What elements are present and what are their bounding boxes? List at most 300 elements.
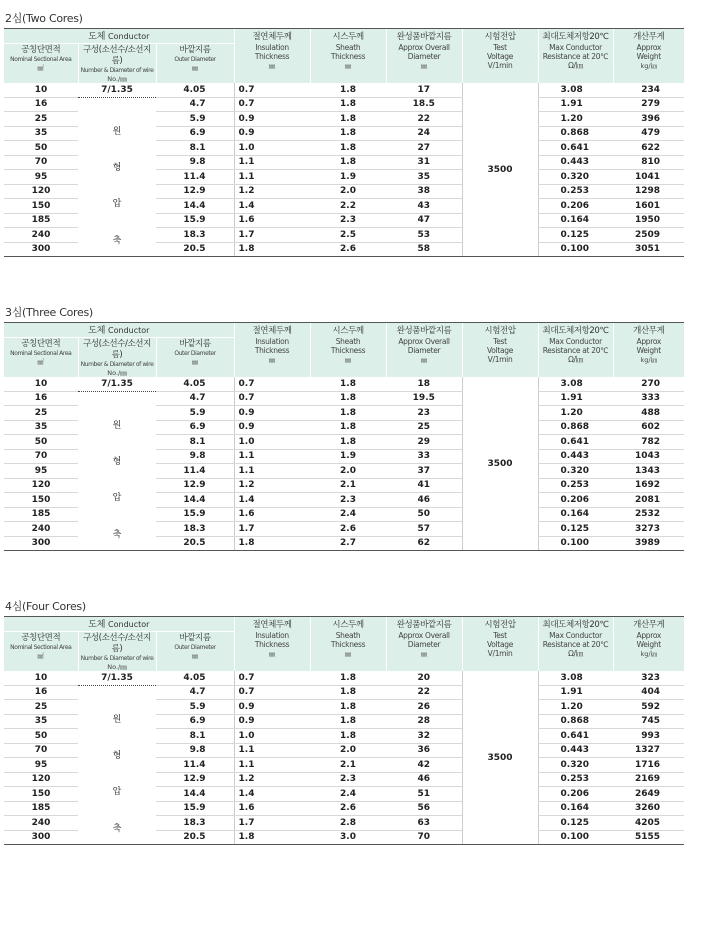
sheath-cell: 1.9 bbox=[310, 449, 386, 464]
overall-diameter-cell: 42 bbox=[386, 758, 462, 773]
insulation-header: 절연체두께 Insulation Thickness ㎜ bbox=[234, 323, 310, 378]
outer-diameter-cell: 11.4 bbox=[156, 464, 234, 479]
outer-diameter-cell: 4.7 bbox=[156, 97, 234, 112]
weight-cell: 745 bbox=[613, 714, 684, 729]
insulation-cell: 0.9 bbox=[234, 714, 310, 729]
outer-diameter-cell: 12.9 bbox=[156, 772, 234, 787]
weight-cell: 1716 bbox=[613, 758, 684, 773]
outer-diameter-cell: 4.7 bbox=[156, 391, 234, 406]
area-cell: 300 bbox=[4, 536, 78, 551]
area-header: 공칭단면적 Nominal Sectional Area ㎟ bbox=[4, 338, 78, 378]
insulation-cell: 0.7 bbox=[234, 671, 310, 685]
sheath-cell: 2.6 bbox=[310, 801, 386, 816]
shape-char: 원 bbox=[112, 126, 122, 137]
resistance-cell: 0.641 bbox=[538, 141, 613, 156]
outer-diameter-cell: 8.1 bbox=[156, 435, 234, 450]
overall-diameter-cell: 33 bbox=[386, 449, 462, 464]
sheath-cell: 2.0 bbox=[310, 464, 386, 479]
area-cell: 25 bbox=[4, 406, 78, 421]
resistance-cell: 1.91 bbox=[538, 391, 613, 406]
overall-diameter-cell: 23 bbox=[386, 406, 462, 421]
area-cell: 50 bbox=[4, 729, 78, 744]
strand-cell: 7/1.35 bbox=[78, 83, 156, 97]
area-cell: 95 bbox=[4, 464, 78, 479]
resistance-cell: 0.125 bbox=[538, 816, 613, 831]
resistance-header: 최대도체저항20℃ Max Conductor Resistance at 20℃ Ω/㎞ bbox=[538, 617, 613, 672]
outer-diameter-header: 바깥지름 Outer Diameter ㎜ bbox=[156, 632, 234, 672]
overall-diameter-cell: 17 bbox=[386, 83, 462, 97]
outer-diameter-cell: 12.9 bbox=[156, 478, 234, 493]
insulation-cell: 0.7 bbox=[234, 83, 310, 97]
overall-diameter-cell: 50 bbox=[386, 507, 462, 522]
insulation-cell: 1.7 bbox=[234, 228, 310, 243]
weight-cell: 5155 bbox=[613, 830, 684, 845]
insulation-cell: 1.2 bbox=[234, 184, 310, 199]
insulation-cell: 1.1 bbox=[234, 170, 310, 185]
sheath-header: 시스두께 Sheath Thickness ㎜ bbox=[310, 29, 386, 84]
area-cell: 95 bbox=[4, 758, 78, 773]
shape-char: 형 bbox=[112, 163, 122, 174]
outer-diameter-cell: 20.5 bbox=[156, 536, 234, 551]
insulation-cell: 1.1 bbox=[234, 758, 310, 773]
outer-diameter-cell: 6.9 bbox=[156, 714, 234, 729]
area-cell: 150 bbox=[4, 199, 78, 214]
weight-cell: 782 bbox=[613, 435, 684, 450]
weight-cell: 3273 bbox=[613, 522, 684, 537]
area-cell: 16 bbox=[4, 685, 78, 700]
outer-diameter-cell: 18.3 bbox=[156, 228, 234, 243]
sheath-header: 시스두께 Sheath Thickness ㎜ bbox=[310, 323, 386, 378]
outer-diameter-cell: 5.9 bbox=[156, 406, 234, 421]
insulation-cell: 0.9 bbox=[234, 126, 310, 141]
resistance-cell: 0.253 bbox=[538, 478, 613, 493]
sheath-cell: 2.1 bbox=[310, 478, 386, 493]
weight-cell: 479 bbox=[613, 126, 684, 141]
weight-cell: 810 bbox=[613, 155, 684, 170]
sheath-cell: 1.8 bbox=[310, 420, 386, 435]
outer-diameter-cell: 4.05 bbox=[156, 671, 234, 685]
outer-diameter-cell: 20.5 bbox=[156, 830, 234, 845]
insulation-cell: 0.9 bbox=[234, 420, 310, 435]
area-cell: 300 bbox=[4, 830, 78, 845]
shape-label-cell bbox=[78, 97, 156, 257]
area-cell: 120 bbox=[4, 772, 78, 787]
test-voltage-cell: 3500 bbox=[462, 83, 538, 257]
conductor-group-header: 도체 Conductor bbox=[4, 617, 234, 632]
resistance-cell: 0.164 bbox=[538, 213, 613, 228]
insulation-cell: 0.9 bbox=[234, 406, 310, 421]
outer-diameter-cell: 15.9 bbox=[156, 801, 234, 816]
resistance-cell: 1.20 bbox=[538, 700, 613, 715]
sheath-cell: 2.4 bbox=[310, 507, 386, 522]
insulation-cell: 1.8 bbox=[234, 830, 310, 845]
outer-diameter-cell: 14.4 bbox=[156, 199, 234, 214]
weight-cell: 2509 bbox=[613, 228, 684, 243]
spec-table bbox=[4, 616, 684, 845]
resistance-cell: 0.100 bbox=[538, 242, 613, 257]
overall-diameter-cell: 25 bbox=[386, 420, 462, 435]
sheath-cell: 1.8 bbox=[310, 391, 386, 406]
sheath-cell: 2.6 bbox=[310, 522, 386, 537]
weight-cell: 4205 bbox=[613, 816, 684, 831]
resistance-cell: 0.100 bbox=[538, 830, 613, 845]
insulation-cell: 1.0 bbox=[234, 141, 310, 156]
shape-label-cell bbox=[78, 391, 156, 551]
overall-diameter-cell: 35 bbox=[386, 170, 462, 185]
insulation-cell: 1.2 bbox=[234, 772, 310, 787]
weight-header: 개산무게 Approx Weight kg/㎞ bbox=[613, 29, 684, 84]
resistance-cell: 0.443 bbox=[538, 449, 613, 464]
resistance-cell: 3.08 bbox=[538, 83, 613, 97]
strand-cell: 7/1.35 bbox=[78, 671, 156, 685]
insulation-cell: 0.9 bbox=[234, 112, 310, 127]
outer-diameter-cell: 14.4 bbox=[156, 493, 234, 508]
area-header: 공칭단면적 Nominal Sectional Area ㎟ bbox=[4, 44, 78, 84]
table-row bbox=[4, 83, 684, 97]
overall-diameter-cell: 18 bbox=[386, 377, 462, 391]
outer-diameter-cell: 18.3 bbox=[156, 816, 234, 831]
overall-diameter-cell: 37 bbox=[386, 464, 462, 479]
overall-diameter-cell: 41 bbox=[386, 478, 462, 493]
test-voltage-header: 시험전압 Test Voltage V/1min bbox=[462, 323, 538, 378]
spec-table bbox=[4, 322, 684, 551]
overall-diameter-cell: 63 bbox=[386, 816, 462, 831]
resistance-cell: 0.443 bbox=[538, 743, 613, 758]
sheath-cell: 1.8 bbox=[310, 141, 386, 156]
area-cell: 70 bbox=[4, 449, 78, 464]
shape-char: 압 bbox=[112, 493, 122, 504]
outer-diameter-cell: 4.05 bbox=[156, 83, 234, 97]
sheath-cell: 1.8 bbox=[310, 112, 386, 127]
insulation-cell: 1.2 bbox=[234, 478, 310, 493]
insulation-cell: 1.8 bbox=[234, 536, 310, 551]
overall-diameter-cell: 32 bbox=[386, 729, 462, 744]
insulation-cell: 1.6 bbox=[234, 507, 310, 522]
weight-cell: 2169 bbox=[613, 772, 684, 787]
area-cell: 70 bbox=[4, 155, 78, 170]
weight-cell: 622 bbox=[613, 141, 684, 156]
resistance-cell: 0.868 bbox=[538, 126, 613, 141]
insulation-cell: 1.1 bbox=[234, 155, 310, 170]
section-title: 4심(Four Cores) bbox=[5, 600, 86, 613]
resistance-header: 최대도체저항20℃ Max Conductor Resistance at 20℃ Ω/㎞ bbox=[538, 29, 613, 84]
resistance-cell: 0.443 bbox=[538, 155, 613, 170]
resistance-cell: 0.868 bbox=[538, 714, 613, 729]
resistance-cell: 3.08 bbox=[538, 671, 613, 685]
resistance-cell: 0.320 bbox=[538, 464, 613, 479]
insulation-cell: 1.1 bbox=[234, 449, 310, 464]
overall-diameter-cell: 47 bbox=[386, 213, 462, 228]
overall-diameter-header: 완성품바깥지름 Approx Overall Diameter ㎜ bbox=[386, 29, 462, 84]
overall-diameter-cell: 57 bbox=[386, 522, 462, 537]
weight-cell: 3260 bbox=[613, 801, 684, 816]
area-cell: 300 bbox=[4, 242, 78, 257]
outer-diameter-cell: 6.9 bbox=[156, 126, 234, 141]
resistance-cell: 0.320 bbox=[538, 758, 613, 773]
insulation-cell: 1.7 bbox=[234, 816, 310, 831]
insulation-cell: 0.9 bbox=[234, 700, 310, 715]
conductor-group-header: 도체 Conductor bbox=[4, 323, 234, 338]
area-cell: 25 bbox=[4, 700, 78, 715]
strands-header: 구성(소선수/소선지름) Number & Diameter of wire No./㎜ bbox=[78, 338, 156, 378]
area-cell: 240 bbox=[4, 816, 78, 831]
weight-cell: 279 bbox=[613, 97, 684, 112]
overall-diameter-cell: 58 bbox=[386, 242, 462, 257]
area-cell: 16 bbox=[4, 97, 78, 112]
insulation-cell: 1.0 bbox=[234, 435, 310, 450]
resistance-cell: 0.100 bbox=[538, 536, 613, 551]
area-cell: 35 bbox=[4, 714, 78, 729]
sheath-header: 시스두께 Sheath Thickness ㎜ bbox=[310, 617, 386, 672]
table-row bbox=[4, 391, 684, 406]
outer-diameter-cell: 9.8 bbox=[156, 743, 234, 758]
area-cell: 240 bbox=[4, 228, 78, 243]
weight-header: 개산무게 Approx Weight kg/㎞ bbox=[613, 617, 684, 672]
table-row bbox=[4, 671, 684, 685]
area-header: 공칭단면적 Nominal Sectional Area ㎟ bbox=[4, 632, 78, 672]
sheath-cell: 1.8 bbox=[310, 126, 386, 141]
area-cell: 185 bbox=[4, 507, 78, 522]
insulation-cell: 1.4 bbox=[234, 493, 310, 508]
resistance-cell: 3.08 bbox=[538, 377, 613, 391]
section-title: 2심(Two Cores) bbox=[5, 12, 83, 25]
sheath-cell: 1.8 bbox=[310, 83, 386, 97]
weight-cell: 1343 bbox=[613, 464, 684, 479]
resistance-cell: 0.868 bbox=[538, 420, 613, 435]
area-cell: 10 bbox=[4, 377, 78, 391]
table-row bbox=[4, 685, 684, 700]
test-voltage-cell: 3500 bbox=[462, 671, 538, 845]
outer-diameter-cell: 4.7 bbox=[156, 685, 234, 700]
sheath-cell: 2.0 bbox=[310, 743, 386, 758]
overall-diameter-cell: 28 bbox=[386, 714, 462, 729]
weight-header: 개산무게 Approx Weight kg/㎞ bbox=[613, 323, 684, 378]
weight-cell: 1298 bbox=[613, 184, 684, 199]
area-cell: 10 bbox=[4, 671, 78, 685]
area-cell: 185 bbox=[4, 801, 78, 816]
outer-diameter-cell: 15.9 bbox=[156, 507, 234, 522]
weight-cell: 602 bbox=[613, 420, 684, 435]
weight-cell: 3051 bbox=[613, 242, 684, 257]
overall-diameter-cell: 31 bbox=[386, 155, 462, 170]
sheath-cell: 2.3 bbox=[310, 213, 386, 228]
weight-cell: 1041 bbox=[613, 170, 684, 185]
overall-diameter-cell: 29 bbox=[386, 435, 462, 450]
insulation-cell: 1.1 bbox=[234, 464, 310, 479]
area-cell: 120 bbox=[4, 478, 78, 493]
sheath-cell: 2.6 bbox=[310, 242, 386, 257]
resistance-cell: 0.641 bbox=[538, 435, 613, 450]
area-cell: 35 bbox=[4, 420, 78, 435]
area-cell: 150 bbox=[4, 493, 78, 508]
weight-cell: 2532 bbox=[613, 507, 684, 522]
outer-diameter-cell: 20.5 bbox=[156, 242, 234, 257]
overall-diameter-header: 완성품바깥지름 Approx Overall Diameter ㎜ bbox=[386, 617, 462, 672]
sheath-cell: 1.9 bbox=[310, 170, 386, 185]
resistance-cell: 0.253 bbox=[538, 772, 613, 787]
section-title: 3심(Three Cores) bbox=[5, 306, 93, 319]
outer-diameter-cell: 11.4 bbox=[156, 758, 234, 773]
overall-diameter-header: 완성품바깥지름 Approx Overall Diameter ㎜ bbox=[386, 323, 462, 378]
outer-diameter-cell: 6.9 bbox=[156, 420, 234, 435]
resistance-cell: 0.253 bbox=[538, 184, 613, 199]
sheath-cell: 2.3 bbox=[310, 772, 386, 787]
outer-diameter-cell: 4.05 bbox=[156, 377, 234, 391]
insulation-cell: 1.1 bbox=[234, 743, 310, 758]
resistance-header: 최대도체저항20℃ Max Conductor Resistance at 20℃ Ω/㎞ bbox=[538, 323, 613, 378]
insulation-cell: 0.7 bbox=[234, 377, 310, 391]
insulation-cell: 0.7 bbox=[234, 685, 310, 700]
area-cell: 25 bbox=[4, 112, 78, 127]
area-cell: 120 bbox=[4, 184, 78, 199]
weight-cell: 333 bbox=[613, 391, 684, 406]
outer-diameter-cell: 15.9 bbox=[156, 213, 234, 228]
resistance-cell: 1.91 bbox=[538, 97, 613, 112]
shape-char: 압 bbox=[112, 787, 122, 798]
weight-cell: 3989 bbox=[613, 536, 684, 551]
resistance-cell: 0.206 bbox=[538, 787, 613, 802]
overall-diameter-cell: 22 bbox=[386, 685, 462, 700]
sheath-cell: 2.0 bbox=[310, 184, 386, 199]
weight-cell: 2081 bbox=[613, 493, 684, 508]
insulation-cell: 1.0 bbox=[234, 729, 310, 744]
resistance-cell: 0.164 bbox=[538, 801, 613, 816]
resistance-cell: 1.20 bbox=[538, 406, 613, 421]
insulation-header: 절연체두께 Insulation Thickness ㎜ bbox=[234, 29, 310, 84]
sheath-cell: 3.0 bbox=[310, 830, 386, 845]
sheath-cell: 1.8 bbox=[310, 435, 386, 450]
shape-char: 축 bbox=[112, 235, 122, 246]
weight-cell: 592 bbox=[613, 700, 684, 715]
outer-diameter-cell: 5.9 bbox=[156, 112, 234, 127]
overall-diameter-cell: 38 bbox=[386, 184, 462, 199]
weight-cell: 270 bbox=[613, 377, 684, 391]
insulation-header: 절연체두께 Insulation Thickness ㎜ bbox=[234, 617, 310, 672]
table-row bbox=[4, 377, 684, 391]
overall-diameter-cell: 53 bbox=[386, 228, 462, 243]
area-cell: 70 bbox=[4, 743, 78, 758]
overall-diameter-cell: 27 bbox=[386, 141, 462, 156]
overall-diameter-cell: 46 bbox=[386, 772, 462, 787]
resistance-cell: 0.125 bbox=[538, 228, 613, 243]
overall-diameter-cell: 24 bbox=[386, 126, 462, 141]
outer-diameter-cell: 18.3 bbox=[156, 522, 234, 537]
test-voltage-header: 시험전압 Test Voltage V/1min bbox=[462, 29, 538, 84]
overall-diameter-cell: 36 bbox=[386, 743, 462, 758]
outer-diameter-cell: 11.4 bbox=[156, 170, 234, 185]
overall-diameter-cell: 70 bbox=[386, 830, 462, 845]
resistance-cell: 1.91 bbox=[538, 685, 613, 700]
test-voltage-header: 시험전압 Test Voltage V/1min bbox=[462, 617, 538, 672]
insulation-cell: 1.8 bbox=[234, 242, 310, 257]
insulation-cell: 1.6 bbox=[234, 801, 310, 816]
weight-cell: 1601 bbox=[613, 199, 684, 214]
shape-char: 축 bbox=[112, 823, 122, 834]
area-cell: 10 bbox=[4, 83, 78, 97]
sheath-cell: 2.3 bbox=[310, 493, 386, 508]
sheath-cell: 2.4 bbox=[310, 787, 386, 802]
outer-diameter-header: 바깥지름 Outer Diameter ㎜ bbox=[156, 44, 234, 84]
resistance-cell: 0.206 bbox=[538, 493, 613, 508]
outer-diameter-cell: 9.8 bbox=[156, 449, 234, 464]
outer-diameter-header: 바깥지름 Outer Diameter ㎜ bbox=[156, 338, 234, 378]
sheath-cell: 1.8 bbox=[310, 700, 386, 715]
shape-char: 원 bbox=[112, 714, 122, 725]
shape-label-cell bbox=[78, 685, 156, 845]
insulation-cell: 0.7 bbox=[234, 97, 310, 112]
area-cell: 150 bbox=[4, 787, 78, 802]
resistance-cell: 0.164 bbox=[538, 507, 613, 522]
overall-diameter-cell: 18.5 bbox=[386, 97, 462, 112]
overall-diameter-cell: 19.5 bbox=[386, 391, 462, 406]
resistance-cell: 0.206 bbox=[538, 199, 613, 214]
overall-diameter-cell: 43 bbox=[386, 199, 462, 214]
overall-diameter-cell: 46 bbox=[386, 493, 462, 508]
overall-diameter-cell: 20 bbox=[386, 671, 462, 685]
weight-cell: 1950 bbox=[613, 213, 684, 228]
insulation-cell: 1.7 bbox=[234, 522, 310, 537]
sheath-cell: 2.2 bbox=[310, 199, 386, 214]
insulation-cell: 1.4 bbox=[234, 199, 310, 214]
shape-char: 원 bbox=[112, 420, 122, 431]
spec-table bbox=[4, 28, 684, 257]
area-cell: 16 bbox=[4, 391, 78, 406]
sheath-cell: 1.8 bbox=[310, 685, 386, 700]
table-row bbox=[4, 97, 684, 112]
weight-cell: 1327 bbox=[613, 743, 684, 758]
area-cell: 50 bbox=[4, 435, 78, 450]
strand-cell: 7/1.35 bbox=[78, 377, 156, 391]
weight-cell: 323 bbox=[613, 671, 684, 685]
test-voltage-cell: 3500 bbox=[462, 377, 538, 551]
sheath-cell: 1.8 bbox=[310, 97, 386, 112]
weight-cell: 1043 bbox=[613, 449, 684, 464]
sheath-cell: 2.1 bbox=[310, 758, 386, 773]
insulation-cell: 1.6 bbox=[234, 213, 310, 228]
sheath-cell: 1.8 bbox=[310, 406, 386, 421]
sheath-cell: 1.8 bbox=[310, 671, 386, 685]
sheath-cell: 2.7 bbox=[310, 536, 386, 551]
sheath-cell: 1.8 bbox=[310, 377, 386, 391]
area-cell: 35 bbox=[4, 126, 78, 141]
resistance-cell: 1.20 bbox=[538, 112, 613, 127]
weight-cell: 234 bbox=[613, 83, 684, 97]
resistance-cell: 0.320 bbox=[538, 170, 613, 185]
insulation-cell: 0.7 bbox=[234, 391, 310, 406]
sheath-cell: 2.8 bbox=[310, 816, 386, 831]
insulation-cell: 1.4 bbox=[234, 787, 310, 802]
overall-diameter-cell: 56 bbox=[386, 801, 462, 816]
conductor-group-header: 도체 Conductor bbox=[4, 29, 234, 44]
outer-diameter-cell: 12.9 bbox=[156, 184, 234, 199]
weight-cell: 993 bbox=[613, 729, 684, 744]
area-cell: 240 bbox=[4, 522, 78, 537]
weight-cell: 396 bbox=[613, 112, 684, 127]
sheath-cell: 2.5 bbox=[310, 228, 386, 243]
overall-diameter-cell: 51 bbox=[386, 787, 462, 802]
outer-diameter-cell: 8.1 bbox=[156, 729, 234, 744]
resistance-cell: 0.641 bbox=[538, 729, 613, 744]
outer-diameter-cell: 9.8 bbox=[156, 155, 234, 170]
weight-cell: 2649 bbox=[613, 787, 684, 802]
area-cell: 95 bbox=[4, 170, 78, 185]
strands-header: 구성(소선수/소선지름) Number & Diameter of wire No./㎜ bbox=[78, 44, 156, 84]
outer-diameter-cell: 8.1 bbox=[156, 141, 234, 156]
sheath-cell: 1.8 bbox=[310, 155, 386, 170]
overall-diameter-cell: 26 bbox=[386, 700, 462, 715]
resistance-cell: 0.125 bbox=[538, 522, 613, 537]
sheath-cell: 1.8 bbox=[310, 729, 386, 744]
